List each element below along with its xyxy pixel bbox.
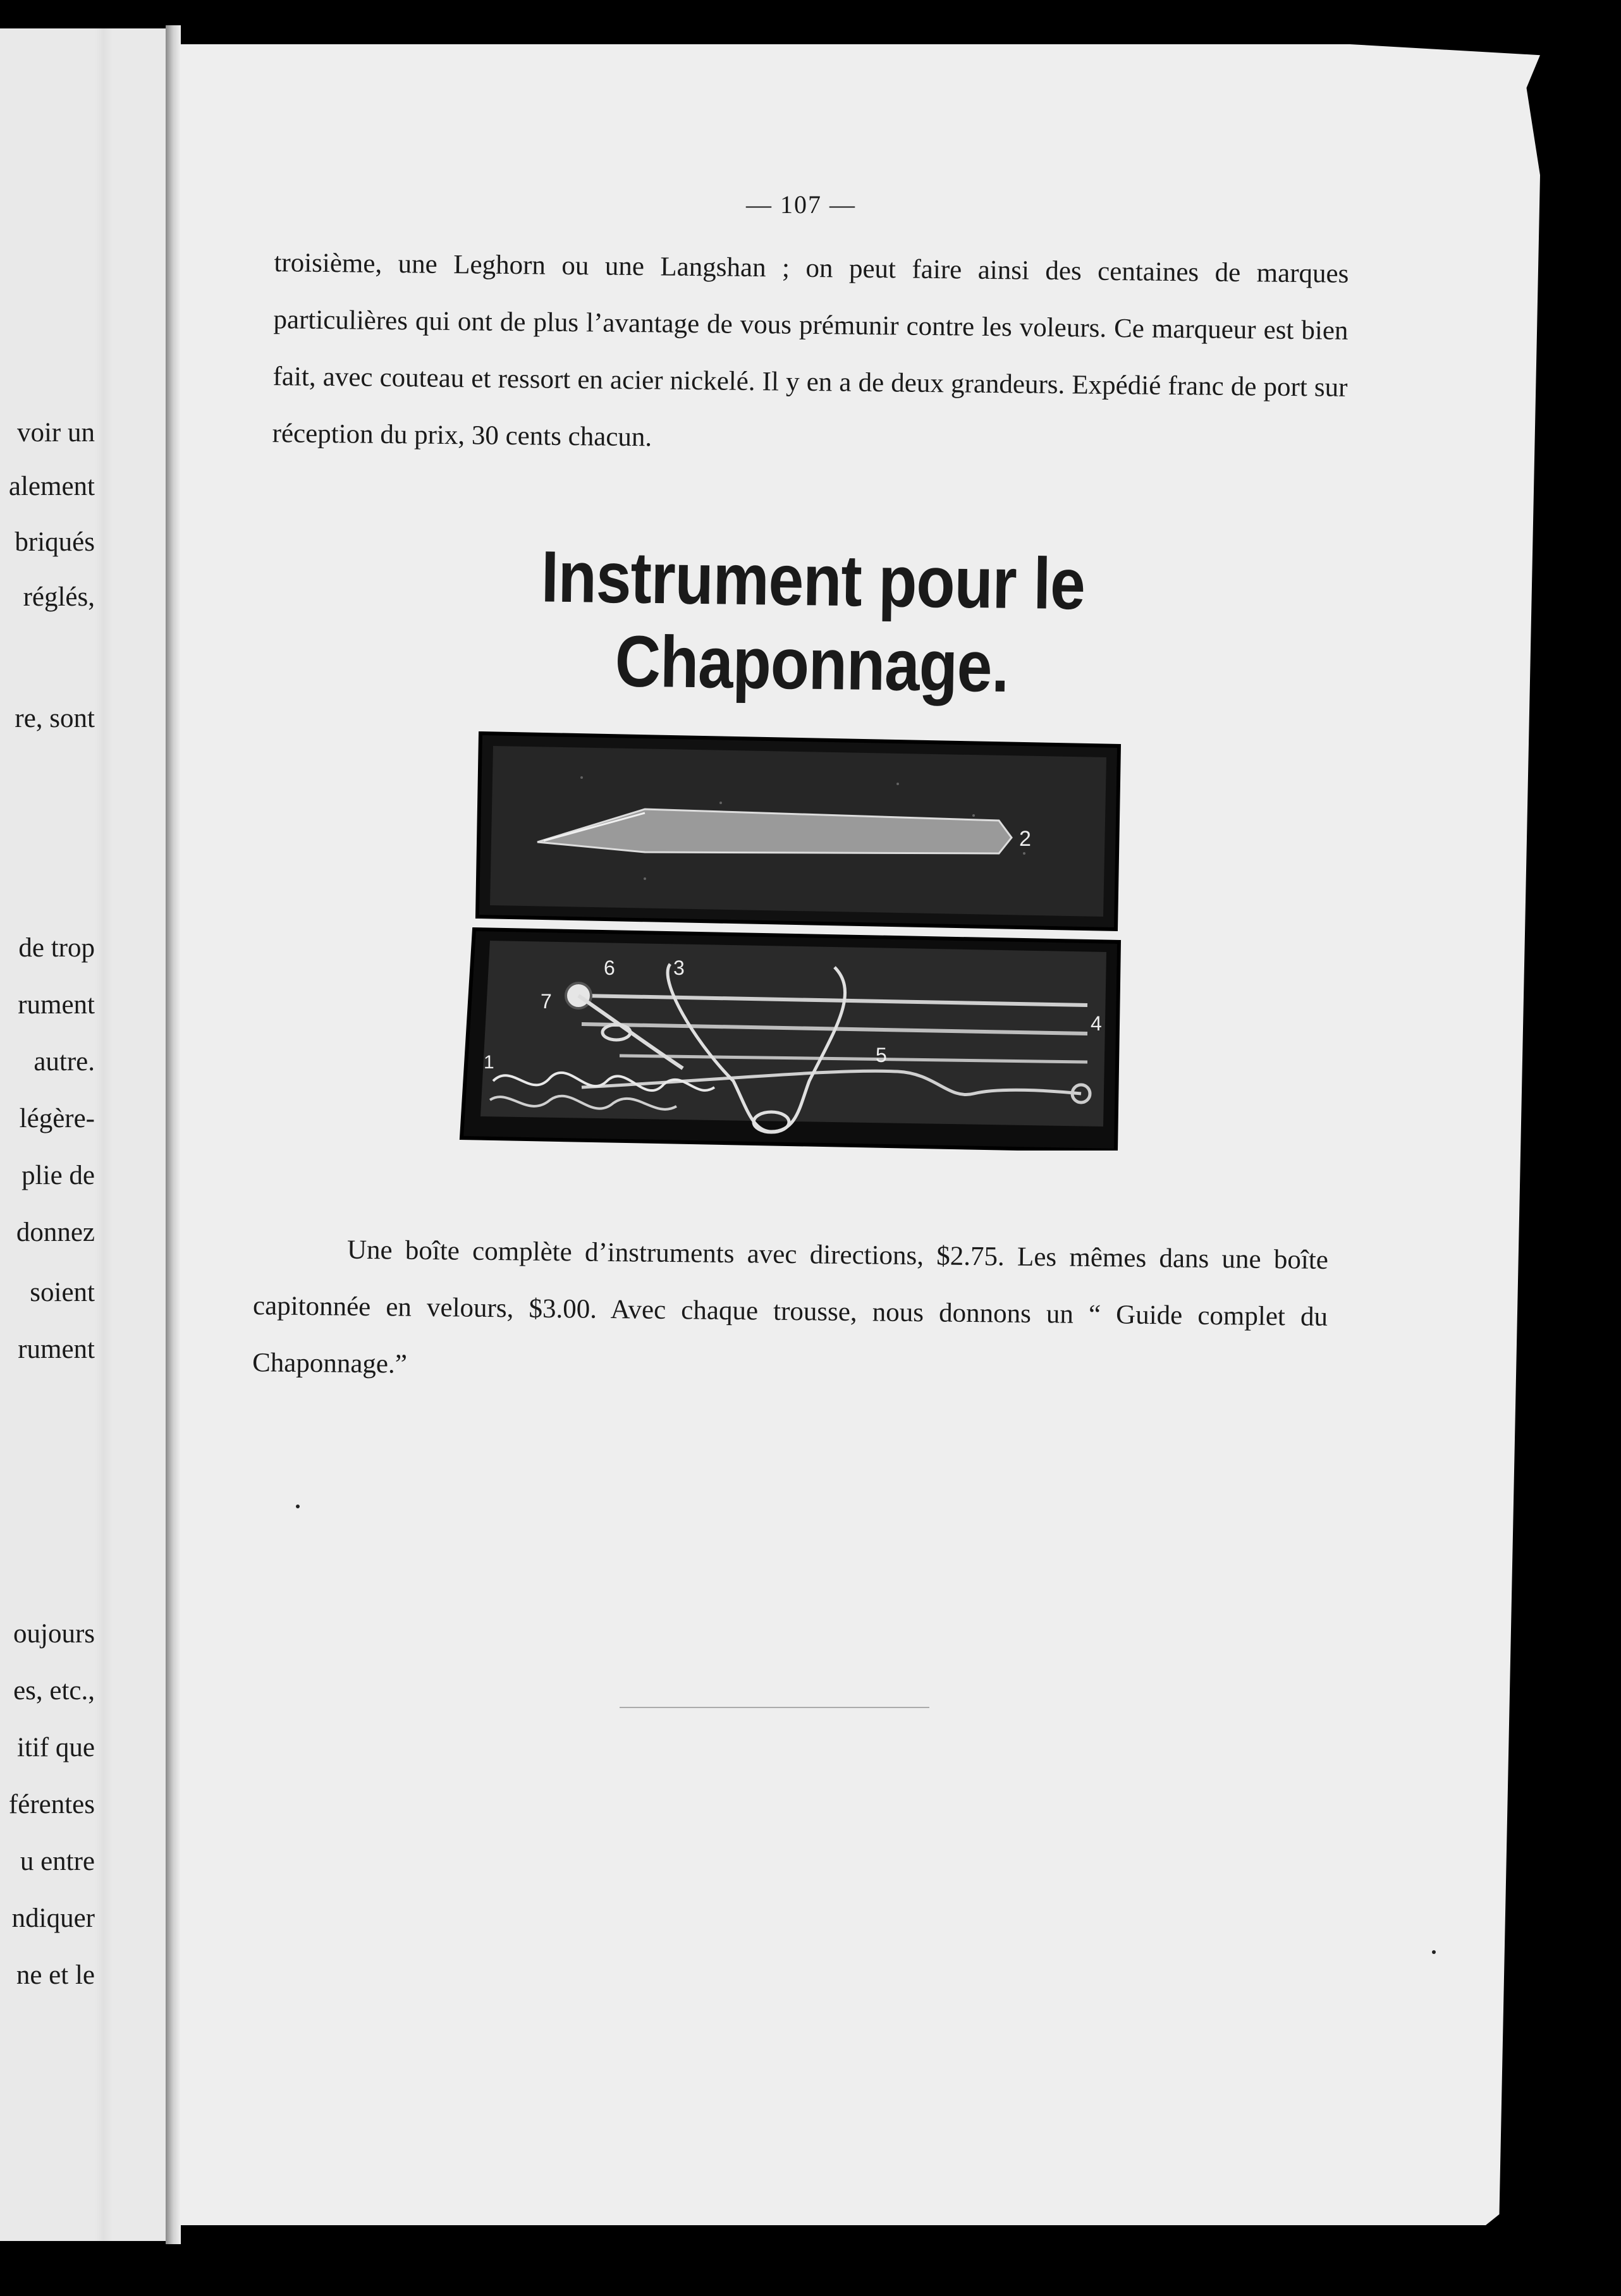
left-page-fragment: réglés,: [23, 582, 95, 612]
left-page-fragment: légère-: [19, 1104, 95, 1133]
left-page-fragment: de trop: [18, 933, 95, 963]
left-page-fragment: rument: [18, 1334, 95, 1364]
left-page-fragment: donnez: [16, 1218, 95, 1247]
left-page-fragment: re, sont: [15, 704, 95, 733]
left-page-shading: [95, 28, 113, 2241]
left-page-fragment: briqués: [15, 527, 95, 557]
figure-label-4: 4: [1091, 1012, 1102, 1035]
book-gutter: [166, 25, 181, 2244]
figure-label-2: 2: [1019, 827, 1031, 851]
left-page-fragment: plie de: [21, 1161, 95, 1190]
left-page-fragment: rument: [18, 990, 95, 1020]
page-divider-rule: [620, 1707, 929, 1708]
section-heading: Instrument pour le Chaponnage.: [541, 535, 1086, 708]
ink-speck: [296, 1505, 300, 1508]
left-page-fragment: autre.: [34, 1047, 95, 1077]
left-page-fragment: itif que: [17, 1733, 95, 1762]
left-page-fragment: ne et le: [16, 1960, 95, 1990]
figure-label-1: 1: [484, 1052, 494, 1073]
left-page-fragment: alement: [8, 472, 95, 501]
left-page-fragment: oujours: [13, 1619, 95, 1649]
paragraph-bottom: Une boîte complète d’instruments avec directions, $2.75. Les mêmes dans une boîte capitonnée en velours, $3.00. Avec chaque trousse, nous donnons un “ Guide complet du Chaponnage.”: [252, 1235, 1329, 1379]
left-page-fragment: ndiquer: [11, 1903, 95, 1933]
left-page-fragment: u entre: [20, 1847, 95, 1876]
left-page: [0, 28, 166, 2241]
figure-label-6: 6: [604, 956, 615, 979]
left-page-fragment: es, etc.,: [13, 1676, 95, 1706]
left-page-fragment: voir un: [16, 418, 95, 448]
figure-label-5: 5: [876, 1044, 887, 1066]
page-number: — 107 —: [746, 190, 856, 219]
figure-label-3: 3: [673, 956, 685, 979]
figure-label-7: 7: [541, 990, 552, 1013]
left-page-fragment: férentes: [8, 1790, 95, 1819]
caponizing-instrument-case-illustration: [455, 727, 1125, 1151]
paragraph-top: troisième, une Leghorn ou une Langshan ; on peut faire ainsi des centaines de marques particulières qui ont de plus l’avantage de vous prémunir contre les voleurs. Ce marqueur est bien fait, avec couteau et ressort en acier nickelé. Il y en a de deux grandeurs. Expédié franc de port sur réception du prix, 30 cents chacun.: [272, 248, 1349, 453]
left-page-fragment: soient: [30, 1278, 95, 1307]
ink-speck: [1432, 1950, 1436, 1954]
